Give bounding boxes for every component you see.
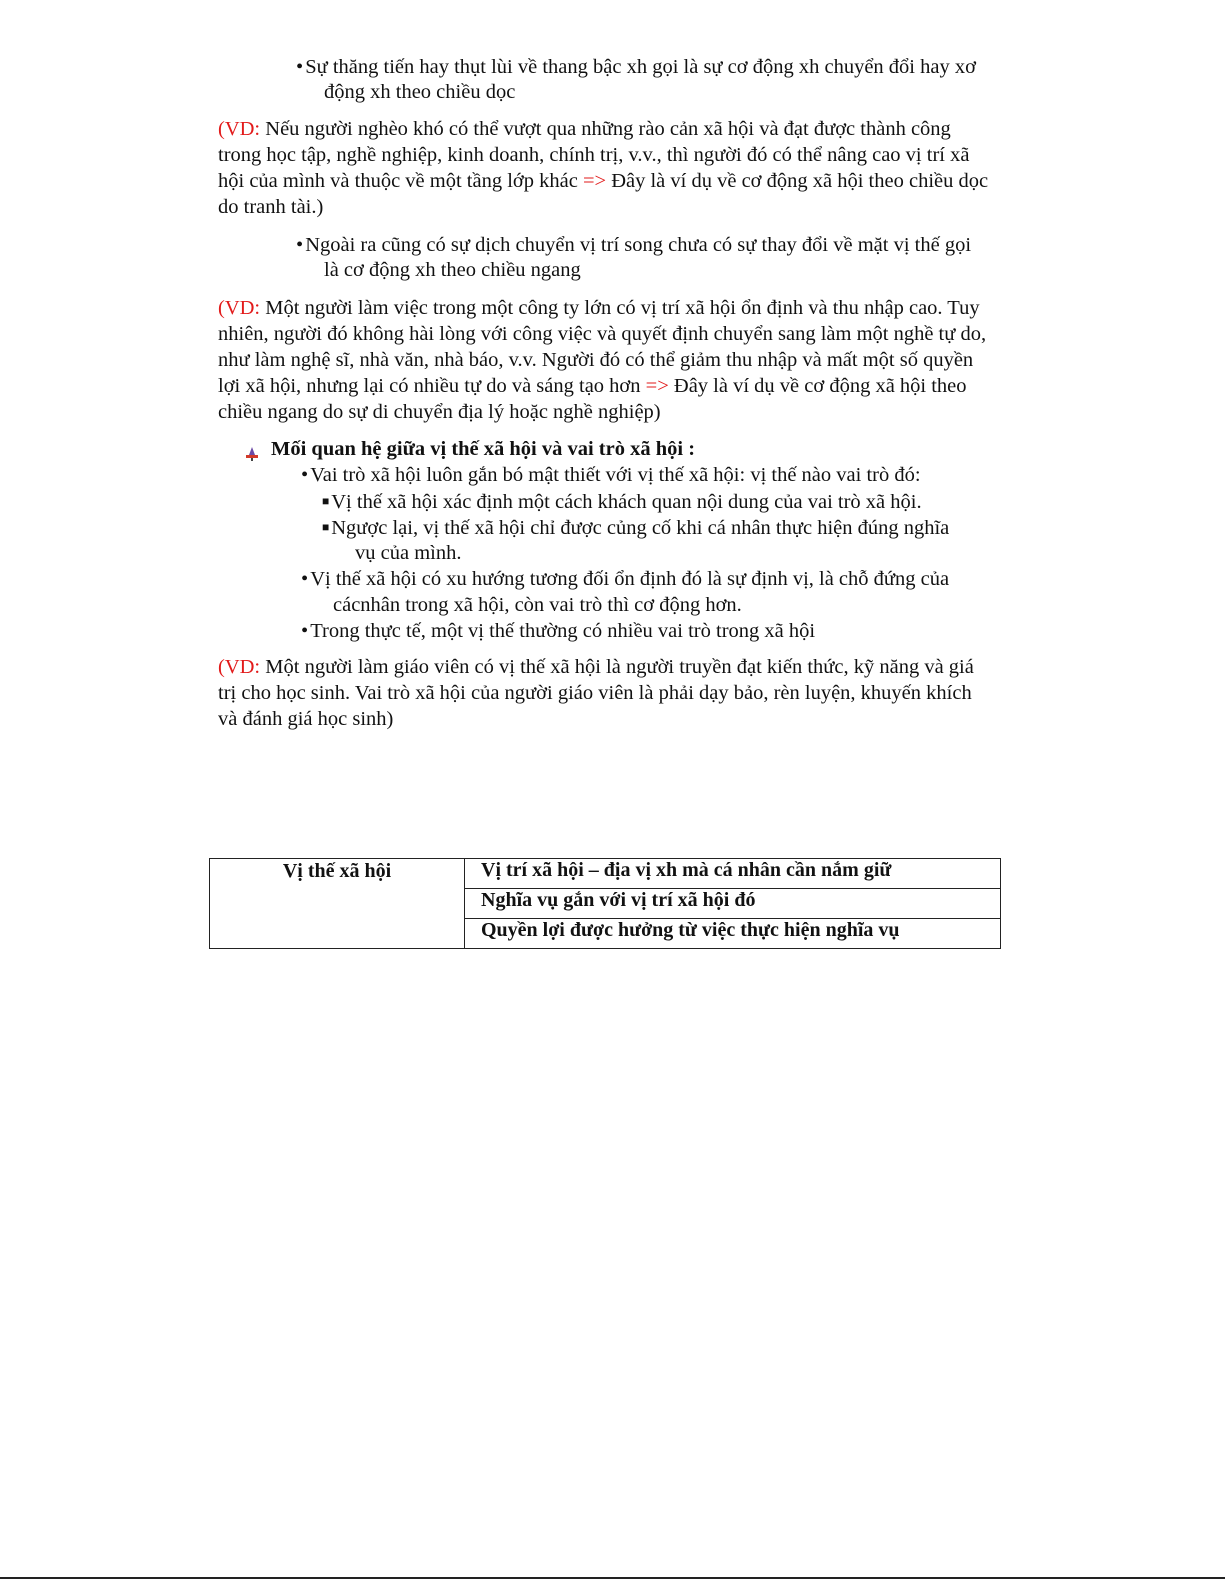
example-2-line-1: (VD: Một người làm việc trong một công ty lớn có vị trí xã hội ổn định và thu nhập cao. Tuy: [218, 297, 980, 319]
vd-label: VD:: [224, 656, 261, 678]
table-cell: Nghĩa vụ gắn với vị trí xã hội đó: [465, 889, 1001, 919]
pushpin-bullet-icon: [244, 446, 260, 462]
example-1-line-2: trong học tập, nghề nghiệp, kinh doanh, chính trị, v.v., thì người đó có thể nâng cao vị trí xã: [218, 144, 970, 166]
example-3-line-1: (VD: Một người làm giáo viên có vị thế xã hội là người truyền đạt kiến thức, kỹ năng và giá: [218, 656, 974, 678]
vd-label: VD:: [224, 297, 261, 319]
bullet-glyph: •: [296, 234, 304, 256]
page-bottom-rule: [0, 1577, 1225, 1579]
example-2-line-4: lợi xã hội, nhưng lại có nhiều tự do và sáng tạo hơn => Đây là ví dụ về cơ động xã hội theo: [218, 375, 967, 397]
table-left-cell: Vị thế xã hội: [210, 859, 465, 949]
table-row: [210, 859, 1001, 889]
arrow-symbol: =>: [582, 170, 607, 192]
vd-label: VD:: [224, 118, 261, 140]
horizontal-mobility-bullet-cont: là cơ động xh theo chiều ngang: [324, 259, 581, 281]
example-2-line-2: nhiên, người đó không hài lòng với công việc và quyết định chuyển sang làm một nghề tự do,: [218, 323, 987, 345]
relationship-bullet-2-cont: cácnhân trong xã hội, còn vai trò thì cơ động hơn.: [333, 594, 742, 616]
example-2-line-5: chiều ngang do sự di chuyển địa lý hoặc nghề nghiệp): [218, 401, 661, 423]
example-1-line-1: (VD: Nếu người nghèo khó có thể vượt qua những rào cản xã hội và đạt được thành công: [218, 118, 951, 140]
vertical-mobility-bullet-cont: động xh theo chiều dọc: [324, 81, 516, 103]
bullet-glyph: •: [301, 568, 309, 590]
example-3-line-3: và đánh giá học sinh): [218, 708, 394, 730]
relationship-bullet-2: •Vị thế xã hội có xu hướng tương đối ổn định đó là sự định vị, là chỗ đứng của: [301, 568, 950, 590]
relationship-heading: Mối quan hệ giữa vị thế xã hội và vai trò xã hội :: [271, 438, 696, 460]
bullet-glyph: •: [296, 56, 304, 78]
square-bullet-glyph: ■: [322, 494, 330, 508]
vertical-mobility-bullet: •Sự thăng tiến hay thụt lùi về thang bậc xh gọi là sự cơ động xh chuyển đổi hay xơ: [296, 56, 976, 78]
bullet-glyph: •: [301, 464, 309, 486]
arrow-symbol: =>: [645, 375, 669, 397]
horizontal-mobility-bullet: •Ngoài ra cũng có sự dịch chuyển vị trí song chưa có sự thay đổi về mặt vị thế gọi: [296, 234, 972, 256]
square-bullet-glyph: ■: [322, 520, 330, 534]
relationship-sub-bullet-2-cont: vụ của mình.: [355, 542, 462, 564]
relationship-bullet-3: •Trong thực tế, một vị thế thường có nhiều vai trò trong xã hội: [301, 620, 816, 642]
example-2-line-3: như làm nghệ sĩ, nhà văn, nhà báo, v.v. Người đó có thể giảm thu nhập và mất một số quyền: [218, 349, 974, 371]
social-status-table: [209, 858, 1001, 949]
example-1-line-3: hội của mình và thuộc về một tầng lớp khác => Đây là ví dụ về cơ động xã hội theo chiều dọc: [218, 170, 989, 192]
relationship-sub-bullet-2: ■Ngược lại, vị thế xã hội chỉ được củng cố khi cá nhân thực hiện đúng nghĩa: [322, 517, 950, 539]
table-cell: Vị trí xã hội – địa vị xh mà cá nhân cần nắm giữ: [465, 859, 1001, 889]
relationship-bullet-1: •Vai trò xã hội luôn gắn bó mật thiết với vị thế xã hội: vị thế nào vai trò đó:: [301, 464, 921, 486]
table-cell: Quyền lợi được hưởng từ việc thực hiện nghĩa vụ: [465, 919, 1001, 949]
bullet-glyph: •: [301, 620, 309, 642]
relationship-sub-bullet-1: ■Vị thế xã hội xác định một cách khách quan nội dung của vai trò xã hội.: [322, 491, 922, 513]
example-3-line-2: trị cho học sinh. Vai trò xã hội của người giáo viên là phải dạy bảo, rèn luyện, khuyến khích: [218, 682, 972, 704]
example-1-line-4: do tranh tài.): [218, 196, 324, 218]
